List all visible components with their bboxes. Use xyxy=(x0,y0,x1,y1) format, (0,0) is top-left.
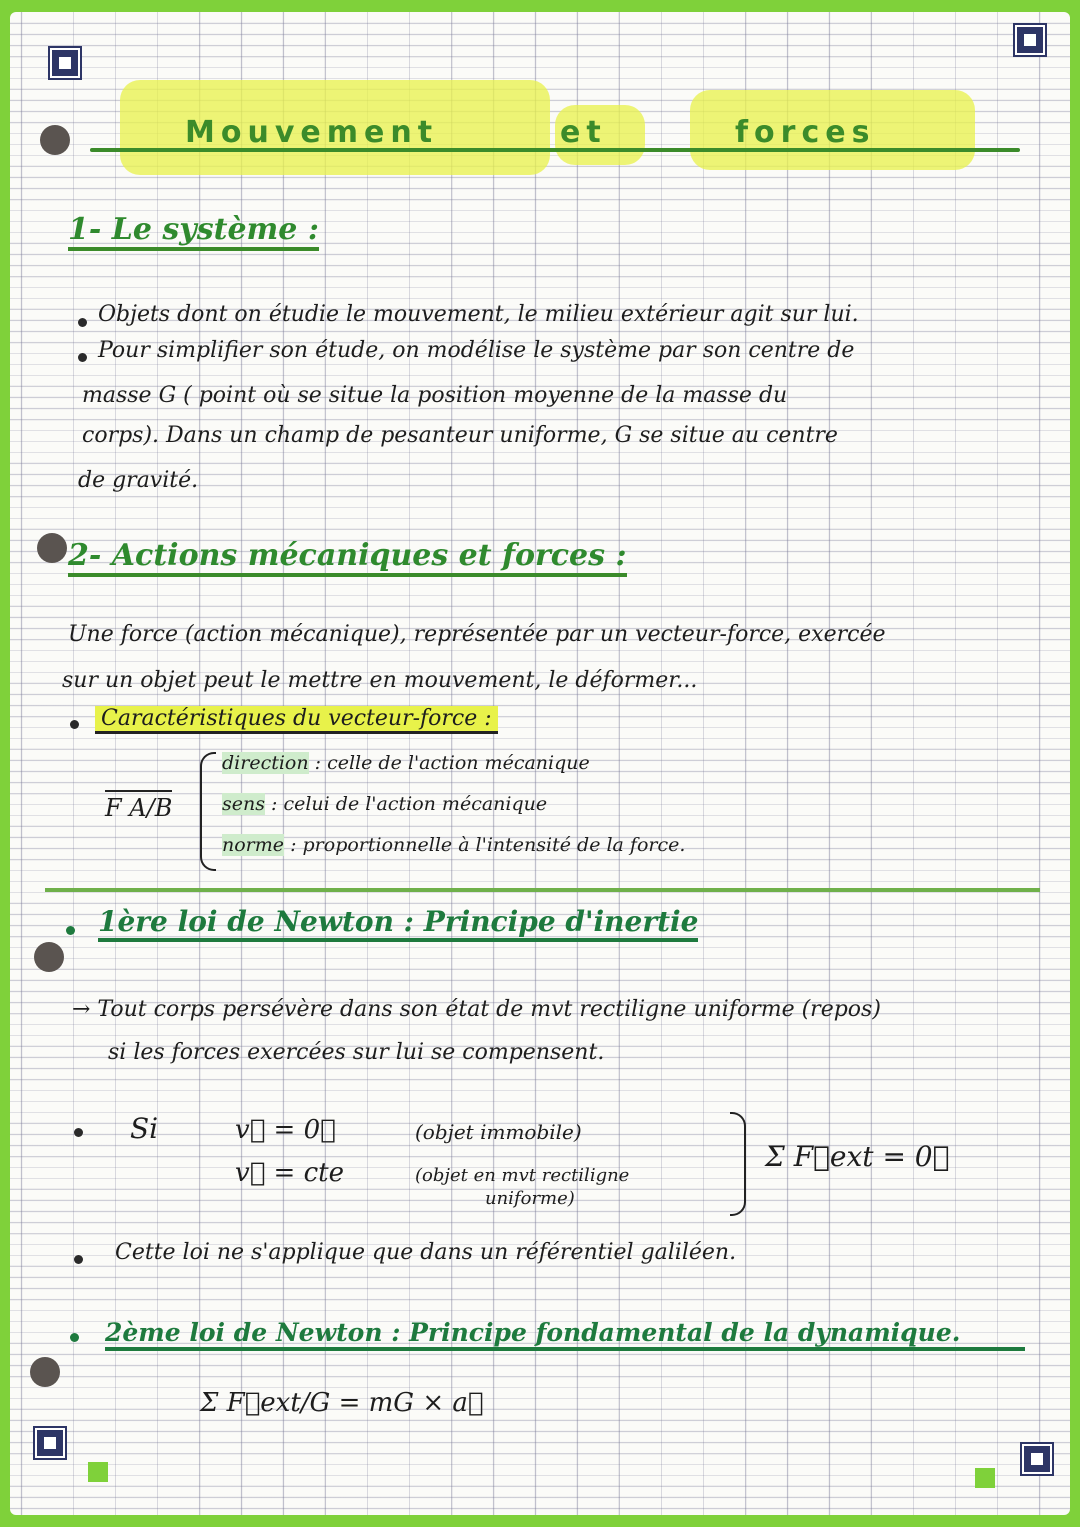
text-line: Objets dont on étudie le mouvement, le milieu extérieur agit sur lui. xyxy=(98,302,859,327)
bullet xyxy=(74,1128,83,1137)
si-label: Si xyxy=(130,1112,159,1145)
corner-mark-icon xyxy=(1015,25,1045,55)
section-heading: 1- Le système : xyxy=(68,212,319,251)
characteristic-item xyxy=(222,752,590,774)
text-line: sur un objet peut le mettre en mouvement, le déformer... xyxy=(62,668,698,693)
section-heading: 2- Actions mécaniques et forces : xyxy=(68,538,627,577)
bullet xyxy=(70,1333,79,1342)
title-word: et xyxy=(560,115,607,150)
corner-mark-icon xyxy=(35,1428,65,1458)
text-line: corps). Dans un champ de pesanteur uniforme, G se situe au centre xyxy=(82,423,838,448)
punch-hole xyxy=(34,942,64,972)
characteristic-desc: : celui de l'action mécanique xyxy=(271,793,548,815)
punch-hole xyxy=(40,125,70,155)
condition: v⃗ = cte xyxy=(235,1158,345,1188)
bullet xyxy=(78,318,87,327)
bullet xyxy=(66,926,75,935)
characteristic-item xyxy=(222,834,685,856)
text-line: Une force (action mécanique), représentée par un vecteur-force, exercée xyxy=(68,622,886,647)
text-line: si les forces exercées sur lui se compensent. xyxy=(108,1040,605,1065)
left-brace xyxy=(200,752,216,871)
subheading: Caractéristiques du vecteur-force : xyxy=(95,706,498,734)
title-word: Mouvement xyxy=(185,115,439,150)
punch-hole xyxy=(30,1357,60,1387)
text-line: masse G ( point où se situe la position moyenne de la masse du xyxy=(82,383,788,408)
fundamental-formula: Σ F⃗ext/G = mG × a⃗ xyxy=(200,1388,484,1418)
corner-mark-icon xyxy=(50,48,80,78)
section-heading: 1ère loi de Newton : Principe d'inertie xyxy=(98,905,698,942)
characteristic-desc: : celle de l'action mécanique xyxy=(314,752,590,774)
equilibrium-result: Σ F⃗ext = 0⃗ xyxy=(765,1140,950,1173)
corner-mark-icon xyxy=(1022,1444,1052,1474)
condition-note: (objet en mvt rectiligne xyxy=(415,1165,630,1186)
bullet xyxy=(70,720,79,729)
punch-hole xyxy=(37,533,67,563)
green-square-icon xyxy=(975,1468,995,1488)
characteristic-term: sens xyxy=(222,793,265,815)
characteristic-desc: : proportionnelle à l'intensité de la force. xyxy=(290,834,686,856)
divider xyxy=(45,888,1040,892)
condition-note: (objet immobile) xyxy=(415,1120,582,1144)
text-line: Cette loi ne s'applique que dans un référentiel galiléen. xyxy=(115,1240,737,1265)
text-line: → Tout corps persévère dans son état de mvt rectiligne uniforme (repos) xyxy=(72,997,881,1022)
text-line: de gravité. xyxy=(78,468,199,493)
title-word: forces xyxy=(735,115,876,150)
characteristic-term: norme xyxy=(222,834,285,856)
section-heading: 2ème loi de Newton : Principe fondamental de la dynamique. xyxy=(105,1318,1025,1351)
characteristic-term: direction xyxy=(222,752,309,774)
bullet xyxy=(78,353,87,362)
vector-label: F A/B xyxy=(105,790,172,822)
bullet xyxy=(74,1255,83,1264)
condition: v⃗ = 0⃗ xyxy=(235,1115,336,1145)
condition-note: uniforme) xyxy=(485,1188,575,1209)
green-square-icon xyxy=(88,1462,108,1482)
text-line: Pour simplifier son étude, on modélise le système par son centre de xyxy=(98,338,855,363)
right-brace xyxy=(730,1112,746,1216)
characteristic-item xyxy=(222,793,547,815)
